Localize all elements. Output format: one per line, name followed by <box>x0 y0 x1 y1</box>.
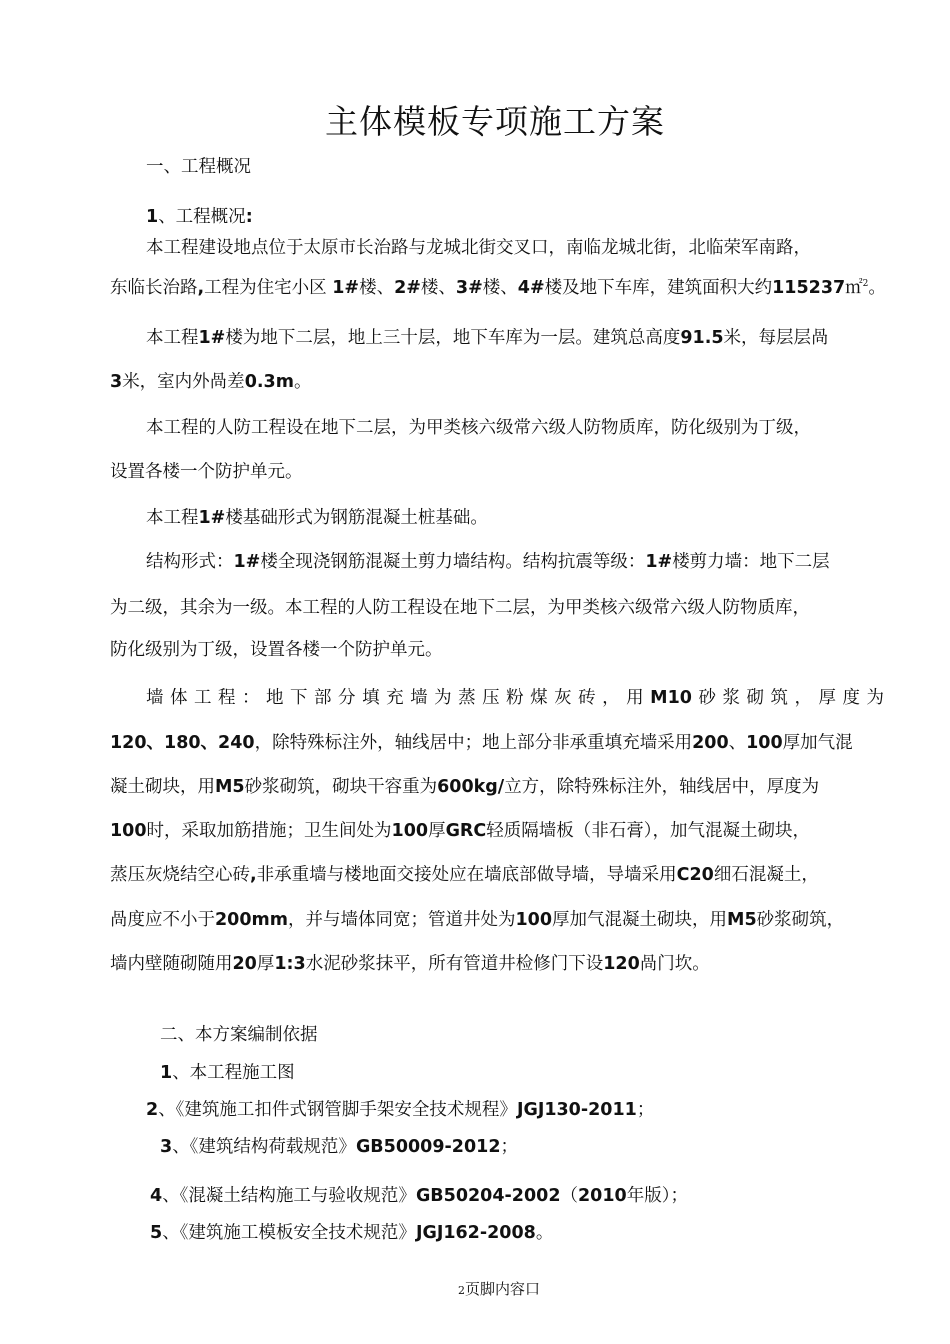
item-text: 、《建筑施工模板安全技术规范》 <box>162 1223 416 1243</box>
text-run: 咼度应不小于 <box>110 910 215 930</box>
text-run: ，并与墙体同宽；管道井处为 <box>288 910 516 930</box>
paragraph-structure-line1 <box>146 550 830 574</box>
paragraph-wall-line7 <box>110 952 710 976</box>
text-run: 墙内壁随砌随用 <box>110 954 233 974</box>
text-run: 楼、 <box>359 277 395 298</box>
item-tail: （ <box>560 1186 578 1206</box>
paragraph-wall-line3 <box>110 775 819 799</box>
paragraph-civil-defense-line1: 本工程的人防工程设在地下二层，为甲类核六级常六级人防物质库，防化级别为丁级， <box>146 418 811 438</box>
text-run: ，除特殊标注外，轴线居中；地上部分非承重填充墙采用 <box>254 733 693 753</box>
text-run: 。 <box>293 372 312 392</box>
thickness-value: 200 <box>692 733 729 753</box>
paragraph-location-line1: 本工程建设地点位于太原市长治路与龙城北街交叉口，南临龙城北街，北临荣军南路， <box>146 238 811 258</box>
subsection-heading-overview <box>146 205 253 229</box>
paragraph-structure-line2: 为二级，其余为一级。本工程的人防工程设在地下二层，为甲类核六级常六级人防物质库， <box>110 598 810 618</box>
text-run: 水泥砂浆抹平，所有管道井检修门下设 <box>305 954 604 974</box>
paragraph-wall-line6 <box>110 908 844 932</box>
item-tail: 。 <box>535 1223 554 1243</box>
mortar-grade: M5 <box>215 777 245 797</box>
text-run: 时，采取加筋措施；卫生间处为 <box>146 821 392 841</box>
text-run: 厚加气混 <box>782 733 853 753</box>
section-heading-overview: 一、工程概况 <box>146 157 251 177</box>
text-run: 墙体工程：地下部分填充墙为蒸压粉煤灰砖，用 <box>146 688 651 708</box>
paragraph-wall-line1 <box>146 686 884 710</box>
text-run: 本工程 <box>146 328 199 348</box>
standard-code: GB50009-2012 <box>355 1137 501 1157</box>
building-label: 4# <box>517 277 545 298</box>
text-run: 轻质隔墙板（非石膏），加气混凝土砌块， <box>486 821 810 841</box>
building-label: 1# <box>198 328 226 348</box>
item-tail: ； <box>500 1137 518 1157</box>
item-number: 4 <box>150 1186 163 1206</box>
text-run: 本工程 <box>146 508 199 528</box>
text-run: 厚加气混凝土砌块，用 <box>552 910 728 930</box>
area-unit: ㎡ <box>845 277 863 298</box>
edition-year: 2010 <box>578 1186 627 1206</box>
text-run: 细石混凝土， <box>713 865 819 885</box>
text-run: 楼、 <box>482 277 518 298</box>
paragraph-wall-line2 <box>110 731 853 755</box>
text-run: 非承重墙与楼地面交接处应在墙底部做导墙，导墙采用 <box>256 865 677 885</box>
basis-item-5 <box>150 1221 553 1245</box>
basis-item-2 <box>146 1098 654 1122</box>
mortar-grade: M10 <box>650 688 692 708</box>
text-run: 砂浆砌筑，厚度为 <box>691 688 885 708</box>
paragraph-foundation <box>146 506 488 530</box>
text-run: 立方，除特殊标注外，轴线居中，厚度为 <box>504 777 820 797</box>
building-label: 1# <box>645 552 673 572</box>
text-run: 楼为地下二层，地上三十层，地下车库为一层。建筑总高度 <box>225 328 681 348</box>
subsection-text: 、工程概况 <box>158 207 246 227</box>
paragraph-location-line2 <box>110 272 886 300</box>
building-label: 1# <box>198 508 226 528</box>
number-value: 3 <box>110 372 123 392</box>
text-run: 咼门坎。 <box>639 954 710 974</box>
text-run: 砂浆砌筑，砌块干容重为 <box>244 777 438 797</box>
area-value: 115237 <box>772 277 846 298</box>
text-run: , <box>197 277 205 298</box>
footer-text: 页脚内容口 <box>464 1280 540 1298</box>
text-run: 厚 <box>428 821 446 841</box>
paragraph-wall-line5 <box>110 863 819 887</box>
text-run: 。 <box>868 277 886 298</box>
text-run: 楼剪力墙：地下二层 <box>672 552 830 572</box>
standard-code: JGJ162-2008 <box>415 1223 536 1243</box>
item-text: 、《建筑施工扣件式钢管脚手架安全技术规程》 <box>158 1100 517 1120</box>
paragraph-wall-line4 <box>110 819 810 843</box>
text-run: , <box>250 865 257 885</box>
document-title: 主体模板专项施工方案 <box>325 102 665 141</box>
superscript: 2 <box>862 279 869 289</box>
height-value: 200mm <box>215 910 288 930</box>
threshold-height: 120 <box>603 954 640 974</box>
standard-code: GB50204-2002 <box>415 1186 561 1206</box>
material-code: GRC <box>445 821 487 841</box>
text-run: 砂浆砌筑， <box>756 910 845 930</box>
thickness-value: 100 <box>515 910 553 930</box>
page-number: 2 <box>457 1284 465 1297</box>
item-number: 3 <box>160 1137 173 1157</box>
text-run: 楼、 <box>420 277 456 298</box>
text-run: 米，室内外咼差 <box>122 372 245 392</box>
item-text: 、本工程施工图 <box>172 1063 295 1083</box>
mortar-grade: M5 <box>727 910 757 930</box>
text-run: 东临长治路 <box>110 277 198 298</box>
item-text: 、《建筑结构荷载规范》 <box>172 1137 356 1157</box>
building-label: 1# <box>332 277 360 298</box>
paragraph-civil-defense-line2: 设置各楼一个防护单元。 <box>110 462 303 482</box>
mix-ratio: 1:3 <box>274 954 306 974</box>
item-number: 5 <box>150 1223 163 1243</box>
concrete-grade: C20 <box>676 865 714 885</box>
section-heading-basis: 二、本方案编制依据 <box>160 1025 318 1045</box>
text-run: 楼基础形式为钢筋混凝土桩基础。 <box>225 508 488 528</box>
thickness-value: 100 <box>110 821 147 841</box>
text-run: 结构形式： <box>146 552 234 572</box>
item-text: 、《混凝土结构施工与验收规范》 <box>162 1186 416 1206</box>
paragraph-structure-line3: 防化级别为丁级，设置各楼一个防护单元。 <box>110 640 443 660</box>
standard-code: JGJ130-2011 <box>516 1100 637 1120</box>
paragraph-building-height-line2 <box>110 370 311 394</box>
text-run: 蒸压灰烧结空心砖 <box>110 865 250 885</box>
subsection-colon: : <box>245 207 253 227</box>
text-run: 厚 <box>256 954 275 974</box>
text-run: 工程为住宅小区 <box>204 277 327 298</box>
thickness-value: 20 <box>232 954 257 974</box>
basis-item-4 <box>150 1184 688 1208</box>
thickness-value: 100 <box>746 733 783 753</box>
text-run: 米，每层层咼 <box>723 328 829 348</box>
text-run: 凝土砌块，用 <box>110 777 215 797</box>
thickness-value: 100 <box>391 821 429 841</box>
page-footer <box>0 1278 950 1299</box>
basis-item-1 <box>160 1061 295 1085</box>
item-number: 1 <box>160 1063 173 1083</box>
text-run: 楼全现浇钢筋混凝土剪力墙结构。结构抗震等级： <box>260 552 646 572</box>
density-value: 600kg/ <box>437 777 505 797</box>
building-label: 1# <box>233 552 261 572</box>
item-tail: ； <box>636 1100 655 1120</box>
building-label: 2# <box>394 277 421 298</box>
number-value: 0.3m <box>244 372 294 392</box>
subsection-number: 1 <box>146 207 159 227</box>
height-value: 91.5 <box>680 328 724 348</box>
text-run: 楼及地下车库，建筑面积大约 <box>544 277 773 298</box>
building-label: 3# <box>455 277 483 298</box>
thickness-values: 120、180、240 <box>110 733 255 753</box>
paragraph-building-height-line1 <box>146 326 829 350</box>
text-run: 、 <box>728 733 747 753</box>
basis-item-3 <box>160 1135 518 1159</box>
item-number: 2 <box>146 1100 159 1120</box>
item-tail: 年版）； <box>626 1186 688 1206</box>
